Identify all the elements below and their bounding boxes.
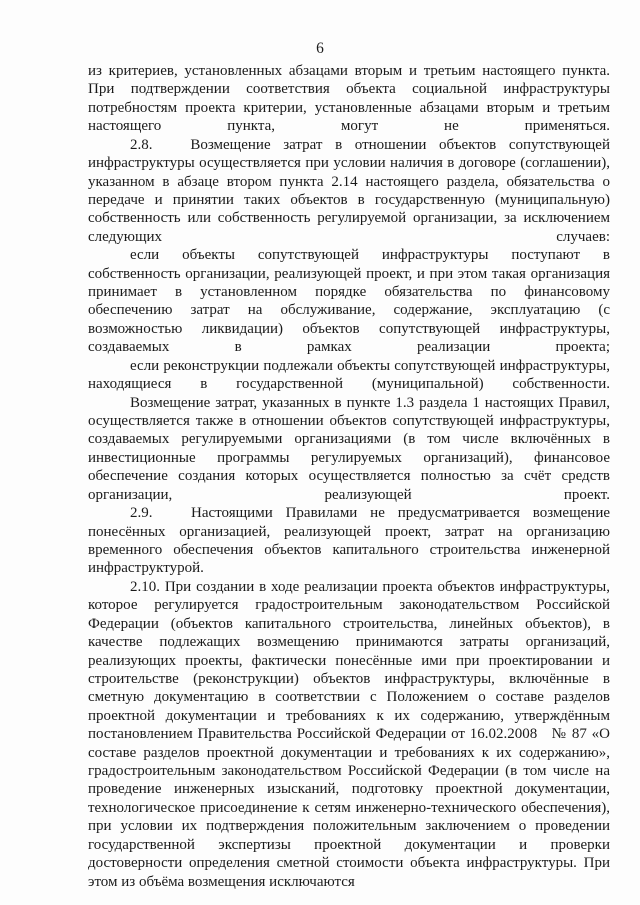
- page-number: 6: [316, 40, 324, 57]
- paragraph-continuation: из критериев, установленных абзацами вторым и третьим настоящего пункта. При подтверждении соответствия объекта социальной инфраструктуры потребностям проекта критерии, установленные абзацами вторым и третьим настоящего пункта, могут не применяться.: [88, 63, 610, 135]
- clause-2-8: 2.8. Возмещение затрат в отношении объектов сопутствующей инфраструктуры осуществляется при условии наличия в договоре (соглашении), указанном в абзаце втором пункта 2.14 настоящего раздела, обязательства о передаче и принятии таких объектов в государственную (муниципальную) собственность или собственность регулируемой организации, за исключением следующих случаев:: [88, 136, 610, 245]
- exception-case-1: если объекты сопутствующей инфраструктуры поступают в собственность организации, реализующей проект, и при этом такая организация принимает в установленном порядке обязательства по финансовому обеспечению затрат на обслуживание, содержание, эксплуатацию (с возможностью ликвидации) объектов сопутствующей инфраструктуры, создаваемых в рамках реализации проекта;: [88, 247, 610, 356]
- clause-2-10: 2.10. При создании в ходе реализации проекта объектов инфраструктуры, которое регулируется градостроительным законодательством Российской Федерации (объектов капитального строительства, линейных объектов), в качестве подлежащих возмещению принимаются затраты организаций, реализующих проекты, фактически понесённые ими при проектировании и строительстве (реконструкции) объектов инфраструктуры, включённые в сметную документацию в соответствии с Положением о составе разделов проектной документации и требованиях к их содержанию, утверждённым постановлением Правительства Российской Федерации от 16.02.2008 № 87 «О составе разделов проектной документации и требованиях к их содержанию», градостроительным законодательством Российской Федерации (в том числе на проведение инженерных изысканий, подготовку проектной документации, технологическое присоединение к сетям инженерно-технического обеспечения), при условии их подтверждения положительным заключением о проведении государственной экспертизы проектной документации и проверки достоверности определения сметной стоимости объекта инфраструктуры. При этом из объёма возмещения исключаются: [88, 578, 610, 890]
- document-body: [88, 62, 610, 891]
- clause-2-9: 2.9. Настоящими Правилами не предусматривается возмещение понесённых организацией, реализующей проект, затрат на организацию временного обеспечения объектов капитального строительства инженерной инфраструктурой.: [88, 505, 610, 577]
- exception-case-2: если реконструкции подлежали объекты сопутствующей инфраструктуры, находящиеся в государственной (муниципальной) собственности.: [88, 357, 610, 393]
- reimbursement-paragraph: Возмещение затрат, указанных в пункте 1.3 раздела 1 настоящих Правил, осуществляется также в отношении объектов сопутствующей инфраструктуры, создаваемых регулируемыми организациями (в том числе включённых в инвестиционные программы регулируемых организаций), финансовое обеспечение создания которых осуществляется полностью за счёт средств организации, реализующей проект.: [88, 394, 610, 503]
